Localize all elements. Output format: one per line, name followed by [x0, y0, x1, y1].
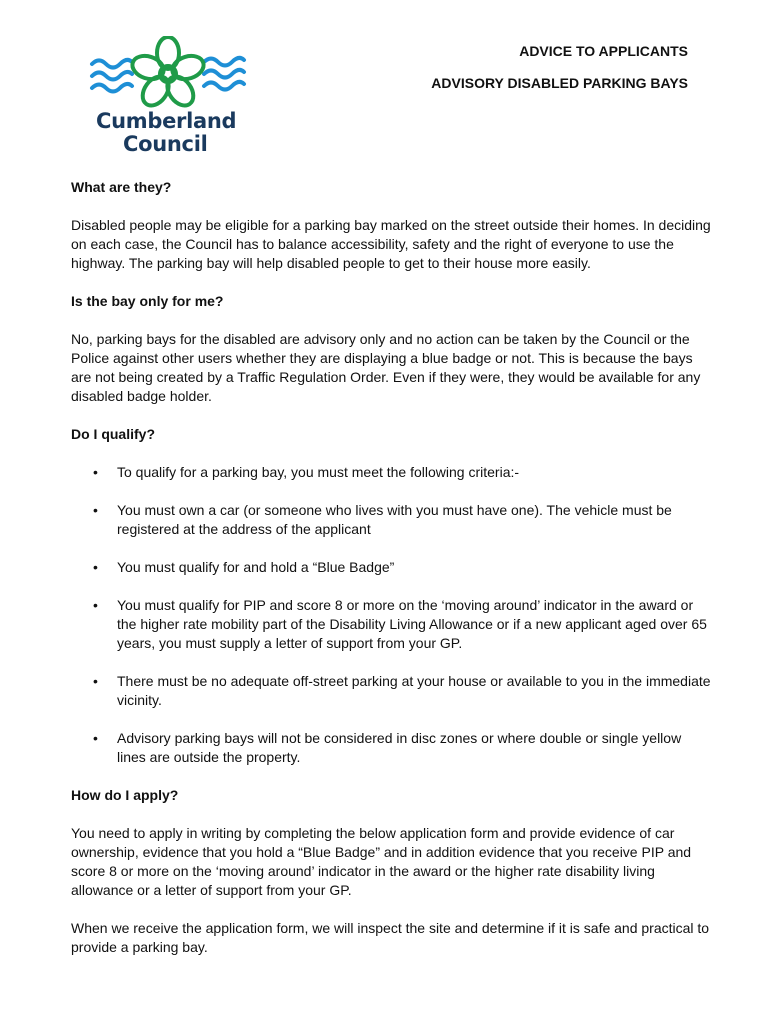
list-item	[71, 463, 711, 482]
list-item-text: To qualify for a parking bay, you must meet the following criteria:-	[117, 464, 520, 480]
document-body	[71, 178, 711, 976]
header-advisory-disabled-parking-bays: ADVISORY DISABLED PARKING BAYS	[431, 75, 688, 91]
bullet-icon: •	[93, 597, 98, 613]
bullet-icon: •	[93, 464, 98, 480]
header-advice-to-applicants: ADVICE TO APPLICANTS	[519, 43, 688, 59]
list-item	[71, 501, 711, 539]
list-item	[71, 596, 711, 653]
paragraph-what-are-they: Disabled people may be eligible for a parking bay marked on the street outside their homes. In deciding on each case, the Council has to balance accessibility, safety and the right of everyone to use the highway. The parking bay will help disabled people to get to their house more easily.	[71, 217, 711, 271]
list-item-text: You must own a car (or someone who lives with you must have one). The vehicle must be registered at the address of the applicant	[117, 502, 672, 537]
list-item	[71, 729, 711, 767]
list-item	[71, 672, 711, 710]
paragraph-inspection: When we receive the application form, we will inspect the site and determine if it is safe and practical to provide a parking bay.	[71, 920, 710, 955]
paragraph-is-bay-only-for-me: No, parking bays for the disabled are advisory only and no action can be taken by the Council or the Police against other users whether they are displaying a blue badge or not. This is because the bays are not being created by a Traffic Regulation Order. Even if they were, they would be available for any disabled badge holder.	[71, 331, 701, 404]
criteria-list	[71, 463, 711, 767]
bullet-icon: •	[93, 559, 98, 575]
heading-what-are-they: What are they?	[71, 179, 172, 195]
list-item-text: Advisory parking bays will not be considered in disc zones or where double or single yellow lines are outside the property.	[117, 730, 682, 765]
list-item-text: There must be no adequate off-street parking at your house or available to you in the immediate vicinity.	[117, 673, 711, 708]
heading-how-do-i-apply: How do I apply?	[71, 787, 179, 803]
heading-is-bay-only-for-me: Is the bay only for me?	[71, 293, 224, 309]
flower-waves-icon	[88, 36, 248, 110]
bullet-icon: •	[93, 730, 98, 746]
bullet-icon: •	[93, 673, 98, 689]
list-item-text: You must qualify for PIP and score 8 or more on the ‘moving around’ indicator in the award or the higher rate mobility part of the Disability Living Allowance or if a new applicant aged over 65 years, you must supply a letter of support from your GP.	[117, 597, 707, 651]
logo-text-council: Council	[123, 132, 208, 156]
paragraph-how-to-apply: You need to apply in writing by completing the below application form and provide evidence of car ownership, evidence that you hold a “Blue Badge” and in addition evidence that you receive PIP and score 8 or more on the ‘moving around’ indicator in the award or the higher rate disability living allowance or a letter of support from your GP.	[71, 825, 692, 898]
logo-text-cumberland: Cumberland	[96, 109, 237, 133]
bullet-icon: •	[93, 502, 98, 518]
list-item	[71, 558, 711, 577]
list-item-text: You must qualify for and hold a “Blue Badge”	[117, 559, 395, 575]
council-logo	[88, 36, 248, 160]
heading-do-i-qualify: Do I qualify?	[71, 426, 155, 442]
